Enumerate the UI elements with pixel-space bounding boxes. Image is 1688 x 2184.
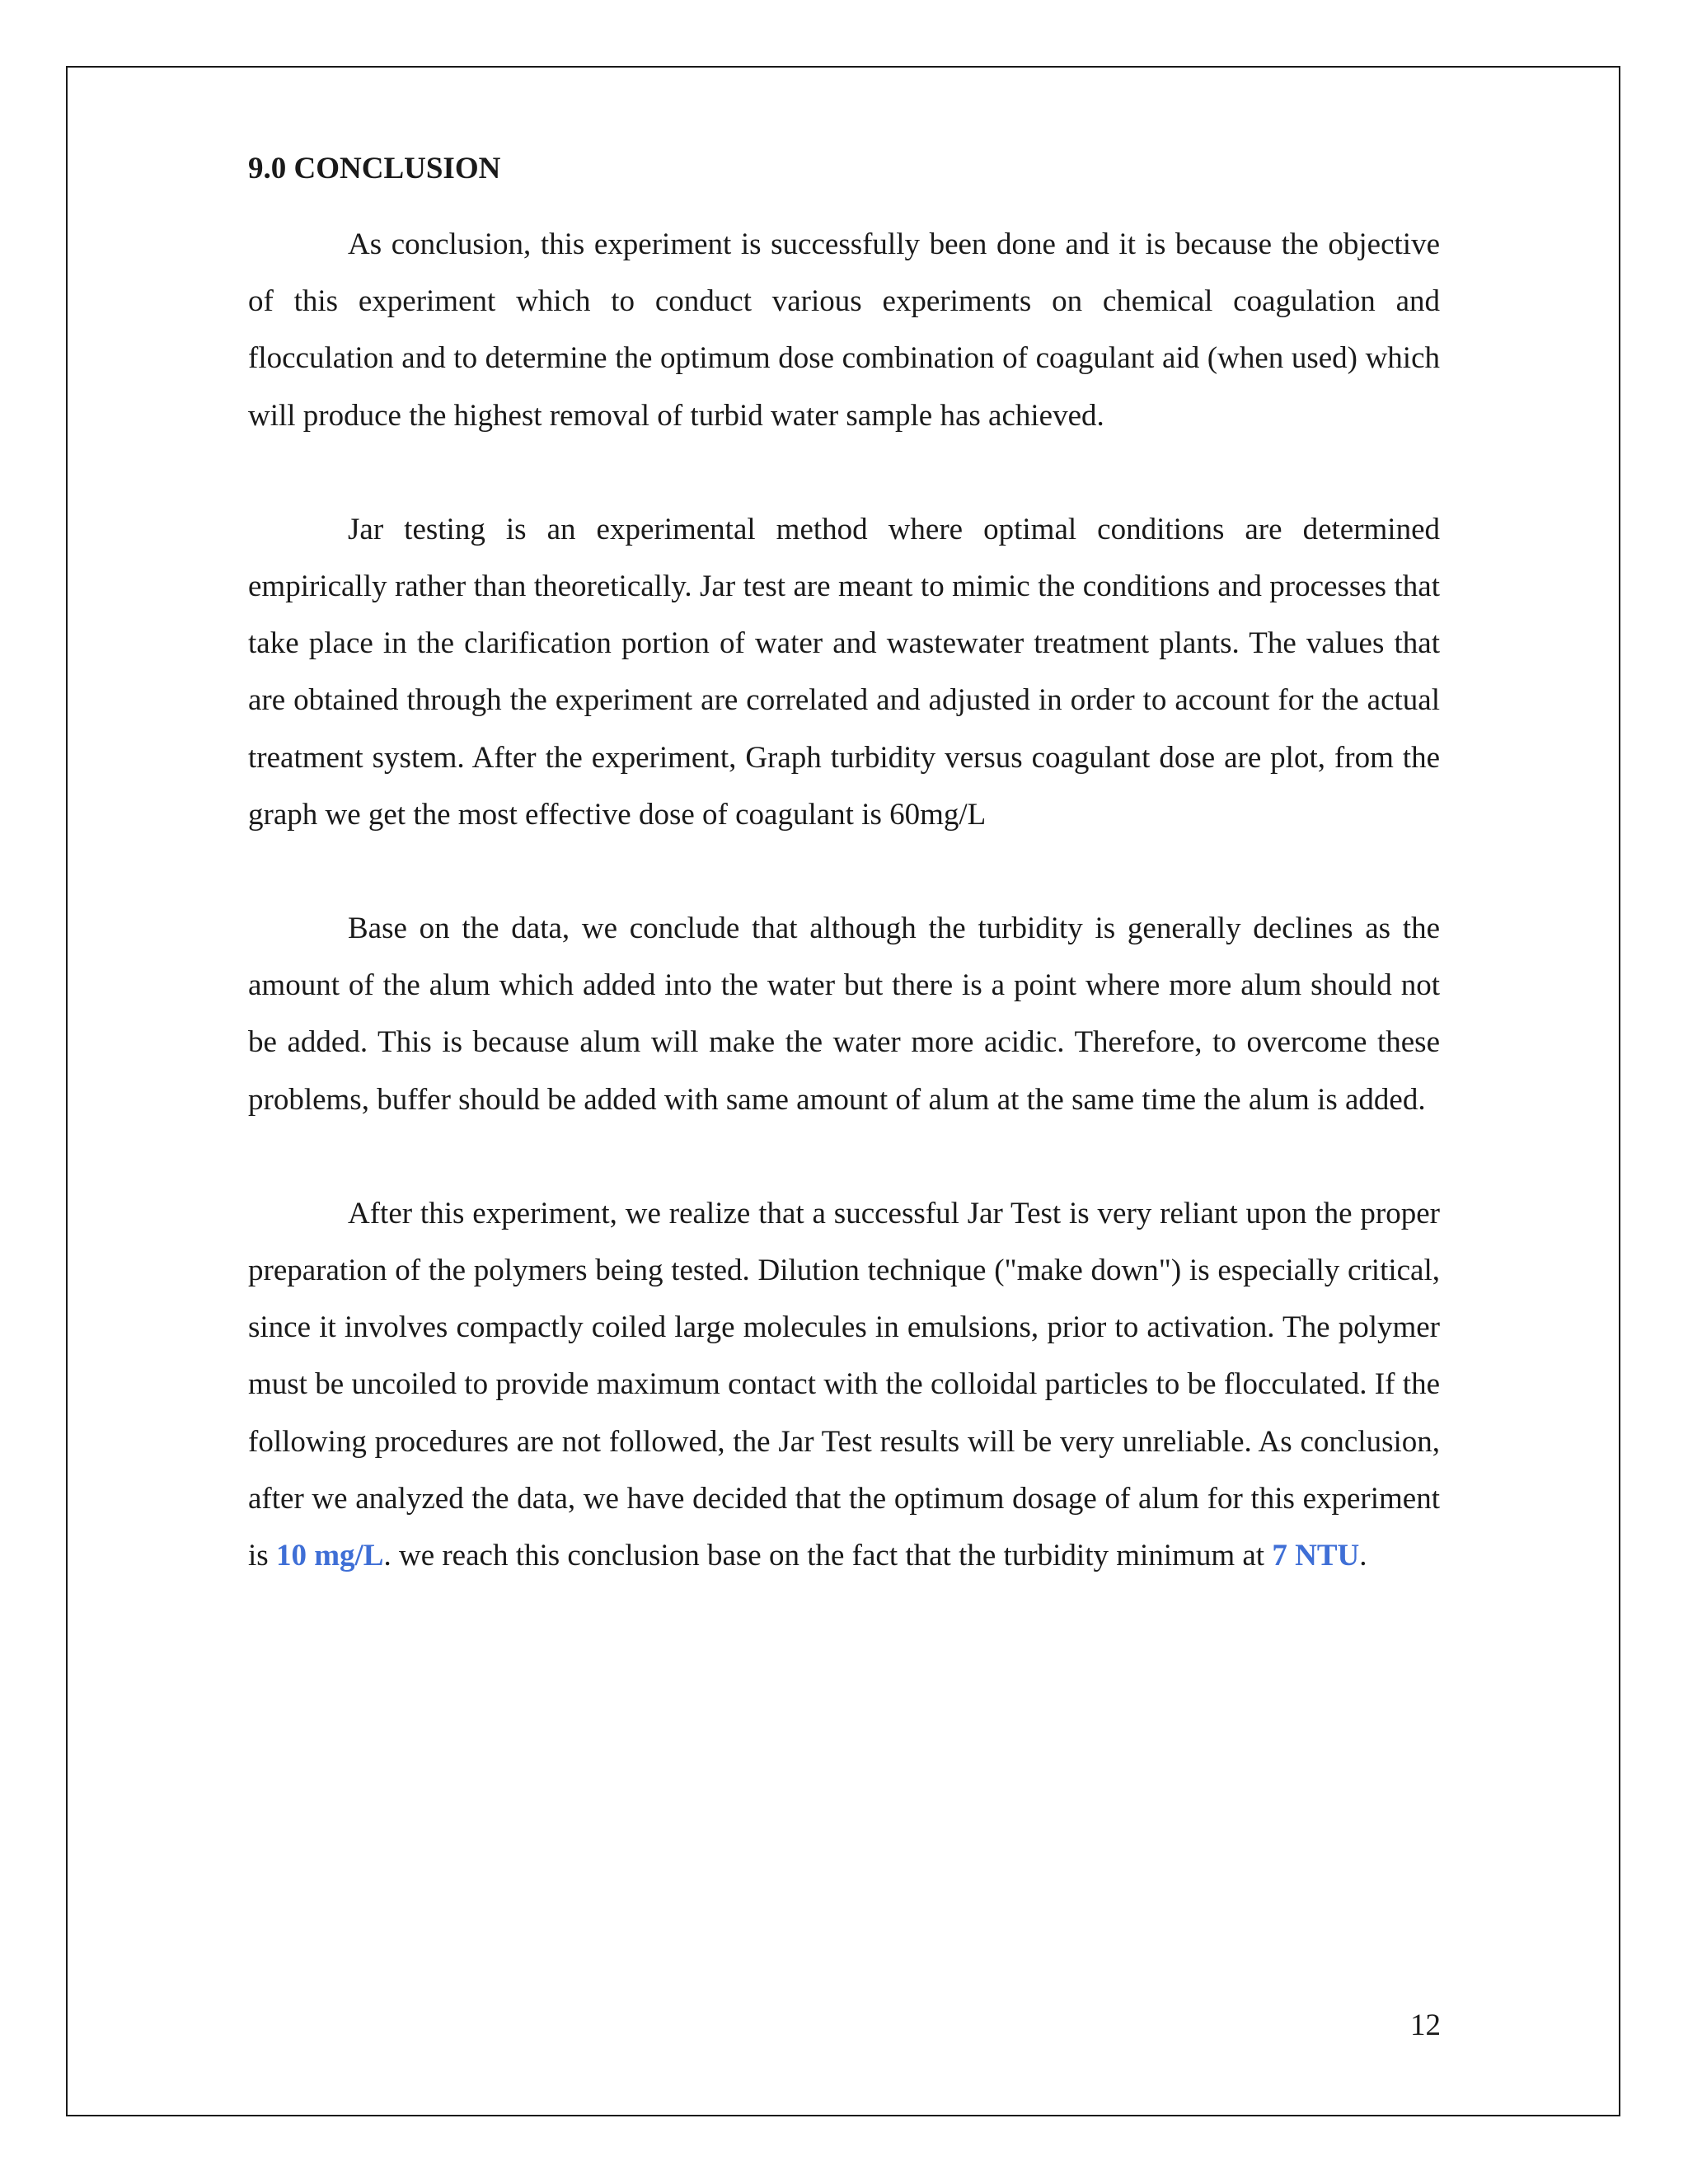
paragraph-alum-acidity: Base on the data, we conclude that although the turbidity is generally declines as the amount of the alum which added into the water but there is a point where more alum should not be added. This is because alum will make the water more acidic. Therefore, to overcome these problems, buffer should be added with same amount of alum at the same time the alum is added. <box>248 912 1440 1117</box>
optimum-dose-highlight: 10 mg/L <box>275 1539 384 1573</box>
paragraph-objective: As conclusion, this experiment is successfully been done and it is because the objective of this experiment which to conduct various experiments on chemical coagulation and flocculation and to determine the optimum dose combination of coagulant aid (when used) which will produce the highest removal of turbid water sample has achieved. <box>248 227 1440 433</box>
document-body <box>248 145 1440 1641</box>
final-conclusion-text-1: After this experiment, we realize that a successful Jar Test is very reliant upon the proper preparation of the polymers being tested. Dilution technique ("make down") is especially critical, since it involves compactly coiled large molecules in emulsions, prior to activation. The polymer must be uncoiled to provide maximum contact with the colloidal particles to be flocculated. If the following procedures are not followed, the Jar Test results will be very unreliable. As conclusion, after we analyzed the data, we have decided that the optimum dosage of alum for this experiment is <box>248 1196 1440 1573</box>
turbidity-minimum-highlight: 7 NTU <box>1272 1539 1360 1573</box>
final-conclusion-text-3: . <box>1359 1539 1367 1573</box>
page-number: 12 <box>1410 2008 1441 2042</box>
final-conclusion-text-2: . we reach this conclusion base on the fact that the turbidity minimum at <box>383 1539 1273 1573</box>
paragraph-jar-testing: Jar testing is an experimental method where optimal conditions are determined empirically rather than theoretically. Jar test are meant to mimic the conditions and processes that take place in the clarification portion of water and wastewater treatment plants. The values that are obtained through the experiment are correlated and adjusted in order to account for the actual treatment system. After the experiment, Graph turbidity versus coagulant dose are plot, from the graph we get the most effective dose of coagulant is 60mg/L <box>248 512 1440 832</box>
paragraph-final-conclusion <box>248 1185 1440 1584</box>
section-heading: 9.0 CONCLUSION <box>248 152 501 185</box>
